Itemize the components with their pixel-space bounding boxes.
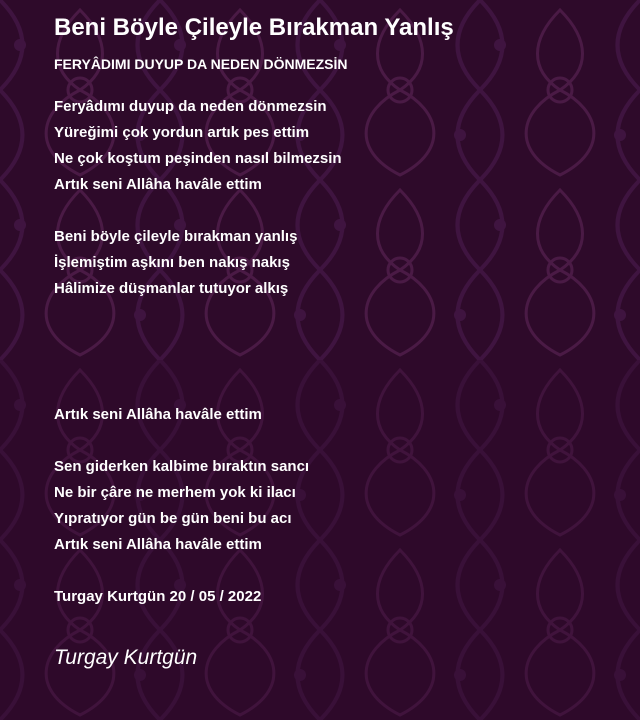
poem-line: Ne çok koştum peşinden nasıl bilmezsin (54, 150, 342, 167)
poem-line: İşlemiştim aşkını ben nakış nakış (54, 254, 290, 271)
poem-line: Sen giderken kalbime bıraktın sancı (54, 458, 310, 475)
poem-line: Artık seni Allâha havâle ettim (54, 406, 262, 423)
poem-subtitle: FERYÂDIMI DUYUP DA NEDEN DÖNMEZSİN (54, 56, 348, 72)
poem-line: Artık seni Allâha havâle ettim (54, 536, 262, 553)
stanza-5 (54, 584, 624, 610)
poem-line: Artık seni Allâha havâle ettim (54, 176, 262, 193)
stanza-4 (54, 454, 624, 558)
poem-content (54, 12, 624, 672)
poem-line: Yıpratıyor gün be gün beni bu acı (54, 510, 292, 527)
poem-date-line: Turgay Kurtgün 20 / 05 / 2022 (54, 588, 262, 605)
poem-line: Beni böyle çileyle bırakman yanlış (54, 228, 298, 245)
stanza-1 (54, 94, 624, 198)
poem-line: Feryâdımı duyup da neden dönmezsin (54, 98, 327, 115)
author-signature: Turgay Kurtgün (54, 646, 198, 669)
poem-title: Beni Böyle Çileyle Bırakman Yanlış (54, 14, 454, 41)
stanza-2 (54, 224, 624, 302)
poem-line: Hâlimize düşmanlar tutuyor alkış (54, 280, 289, 297)
poem-line: Yüreğimi çok yordun artık pes ettim (54, 124, 310, 141)
stanza-3 (54, 402, 624, 428)
poem-line: Ne bir çâre ne merhem yok ki ilacı (54, 484, 296, 501)
